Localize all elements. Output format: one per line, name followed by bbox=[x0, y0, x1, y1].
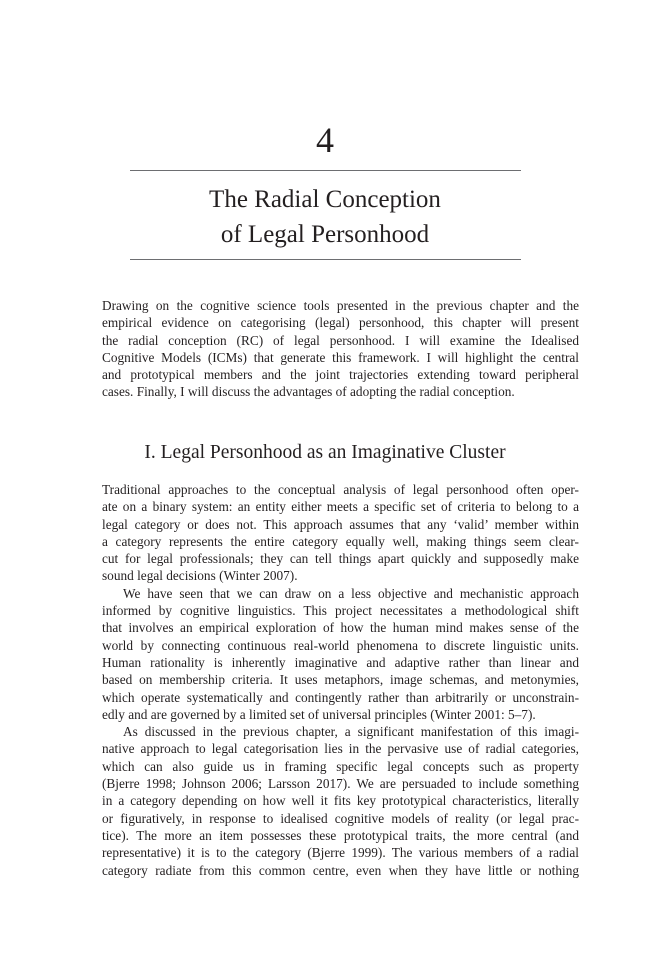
body-line: tice). The more an item possesses these prototypical traits, the more central (and bbox=[102, 827, 579, 843]
body-line: based on membership criteria. It uses metaphors, image schemas, and metonymies, bbox=[102, 672, 579, 688]
body-line: sound legal decisions (Winter 2007). bbox=[102, 568, 298, 584]
body-line: Traditional approaches to the conceptual analysis of legal personhood often oper- bbox=[102, 482, 579, 497]
body-line: edly and are governed by a limited set of universal principles (Winter 2001: 5–7). bbox=[102, 706, 536, 722]
abstract-line: the radial conception (RC) of legal personhood. I will examine the Idealised bbox=[102, 332, 579, 348]
abstract-line: Cognitive Models (ICMs) that generate this framework. I will highlight the central bbox=[102, 349, 579, 365]
body-line: legal category or does not. This approach assumes that any ‘valid’ member within bbox=[102, 516, 579, 532]
body-line: in a category depending on how well it fits key prototypical characteristics, literally bbox=[102, 793, 579, 809]
body-line: representative) it is to the category (Bjerre 1999). The various members of a radial bbox=[102, 845, 579, 861]
abstract-line: cases. Finally, I will discuss the advantages of adopting the radial conception. bbox=[102, 384, 515, 400]
abstract-line: Drawing on the cognitive science tools presented in the previous chapter and the bbox=[102, 298, 579, 313]
body-line: As discussed in the previous chapter, a significant manifestation of this imagi- bbox=[123, 724, 579, 740]
body-line: native approach to legal categorisation lies in the pervasive use of radial categories, bbox=[102, 741, 579, 757]
body-line: or figuratively, in response to idealised cognitive models of reality (or legal prac- bbox=[102, 810, 579, 826]
body-line: Human rationality is inherently imaginative and adaptive rather than linear and bbox=[102, 654, 579, 670]
title-rule-bottom bbox=[130, 259, 521, 260]
section-heading: I. Legal Personhood as an Imaginative Cluster bbox=[144, 442, 506, 463]
body-line: cut for legal professionals; they can tell things apart quickly and supposedly make bbox=[102, 551, 579, 567]
chapter-number: 4 bbox=[316, 120, 334, 160]
body-line: which can also guide us in framing specific legal concepts such as property bbox=[102, 758, 579, 774]
body-text bbox=[102, 481, 579, 879]
body-line: which operate systematically and contingently rather than arbitrarily or unconstrain- bbox=[102, 689, 579, 705]
chapter-title bbox=[0, 182, 650, 252]
body-line: ate on a binary system: an entity either meets a specific set of criteria to belong to a bbox=[102, 499, 579, 515]
abstract-line: and prototypical members and the joint trajectories extending toward peripheral bbox=[102, 367, 579, 383]
body-line: category radiate from this common centre, even when they have little or nothing bbox=[102, 862, 579, 878]
abstract-line: empirical evidence on categorising (legal) personhood, this chapter will present bbox=[102, 315, 579, 331]
body-line: a category represents the entire category equally well, making things seem clear- bbox=[102, 533, 579, 549]
abstract-paragraph bbox=[102, 297, 579, 401]
chapter-title-line-2: of Legal Personhood bbox=[220, 221, 430, 248]
body-line: We have seen that we can draw on a less objective and mechanistic approach bbox=[123, 585, 579, 601]
body-line: world by connecting continuous real-world phenomena to discrete linguistic units. bbox=[102, 637, 579, 653]
chapter-title-line-1: The Radial Conception bbox=[209, 186, 441, 213]
title-rule-top bbox=[130, 170, 521, 171]
body-line: that involves an empirical exploration of how the human mind makes sense of the bbox=[102, 620, 579, 636]
body-line: informed by cognitive linguistics. This project necessitates a methodological shift bbox=[102, 603, 579, 619]
body-line: (Bjerre 1998; Johnson 2006; Larsson 2017). We are persuaded to include something bbox=[102, 776, 579, 792]
